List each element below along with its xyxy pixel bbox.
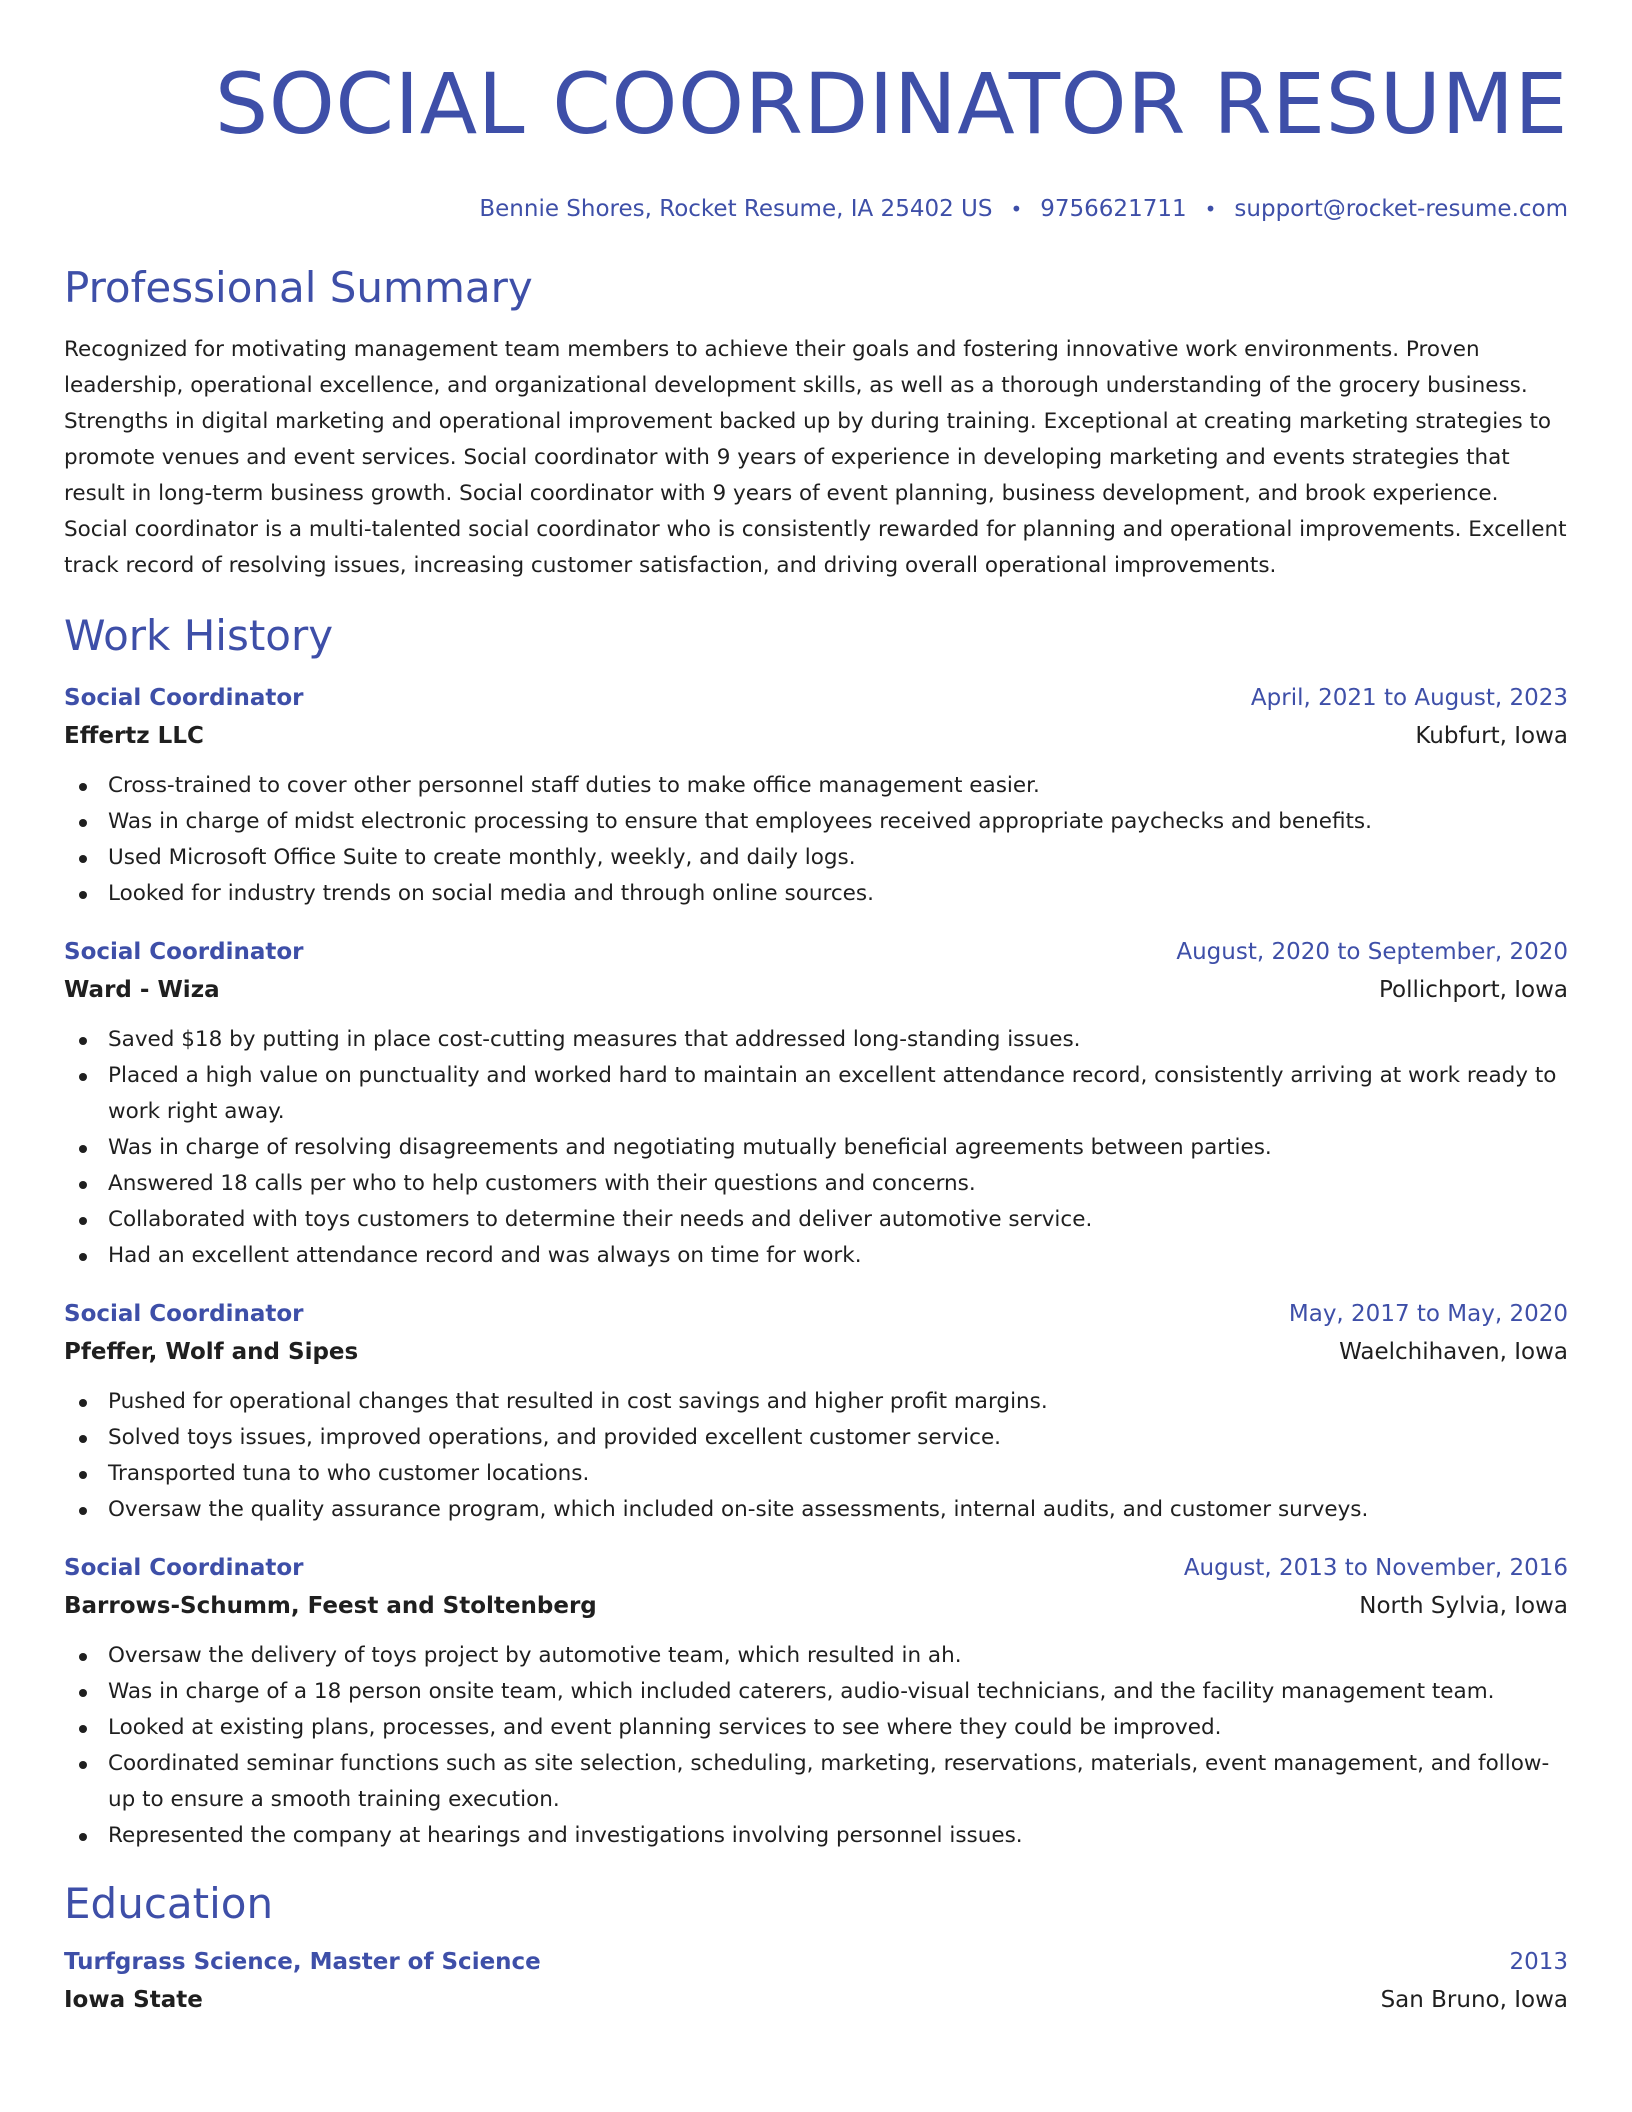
- work-history-section: [64, 610, 1568, 1854]
- education-bottom-row: [64, 1980, 1568, 2020]
- job-bullet: Saved $18 by putting in place cost-cutting measures that addressed long-standing issues.: [64, 1022, 1568, 1058]
- job-bullet: Answered 18 calls per who to help customers with their questions and concerns.: [64, 1166, 1568, 1202]
- education-degree: Turfgrass Science, Master of Science: [64, 1949, 541, 1975]
- job-dates: May, 2017 to May, 2020: [1288, 1301, 1568, 1327]
- contact-email[interactable]: support@rocket-resume.com: [1234, 196, 1568, 222]
- job-dates: August, 2013 to November, 2016: [1183, 1555, 1568, 1581]
- job-bullet: Was in charge of resolving disagreements and negotiating mutually beneficial agreements between parties.: [64, 1130, 1568, 1166]
- contact-separator: •: [1204, 197, 1217, 221]
- job-bullet: Placed a high value on punctuality and worked hard to maintain an excellent attendance record, consistently arriving at work ready to work right away.: [64, 1058, 1568, 1130]
- resume-header: [64, 0, 1568, 224]
- section-heading-summary: Professional Summary: [64, 263, 533, 312]
- job-bullet: Oversaw the delivery of toys project by automotive team, which resulted in ah.: [64, 1638, 1568, 1674]
- job-title: Social Coordinator: [64, 1555, 304, 1581]
- job-bullet: Represented the company at hearings and investigations involving personnel issues.: [64, 1818, 1568, 1854]
- job-title: Social Coordinator: [64, 685, 304, 711]
- job-location: Kubfurt, Iowa: [1415, 723, 1568, 749]
- job-bullet: Cross-trained to cover other personnel staff duties to make office management easier.: [64, 768, 1568, 804]
- job-top-row: [64, 1550, 1568, 1586]
- education-year: 2013: [1509, 1949, 1568, 1975]
- resume-title: SOCIAL COORDINATOR RESUME: [214, 55, 1568, 153]
- job-top-row: [64, 934, 1568, 970]
- job-bullet: Collaborated with toys customers to determine their needs and deliver automotive service.: [64, 1202, 1568, 1238]
- section-heading-education: Education: [64, 1879, 274, 1928]
- job-location: Pollichport, Iowa: [1378, 977, 1568, 1003]
- education-section: [64, 1878, 1568, 2020]
- job-bottom-row: [64, 970, 1568, 1010]
- job-list: [64, 680, 1568, 1854]
- job-bottom-row: [64, 716, 1568, 756]
- job-company: Ward - Wiza: [64, 977, 220, 1003]
- job-dates: August, 2020 to September, 2020: [1176, 939, 1568, 965]
- education-school: Iowa State: [64, 1987, 203, 2013]
- job-bullet: Coordinated seminar functions such as site selection, scheduling, marketing, reservations, materials, event management, and follow-up to ensure a smooth training execution.: [64, 1746, 1568, 1818]
- job-bottom-row: [64, 1586, 1568, 1626]
- job-bullet: Pushed for operational changes that resulted in cost savings and higher profit margins.: [64, 1384, 1568, 1420]
- job-company: Effertz LLC: [64, 723, 204, 749]
- contact-address: Bennie Shores, Rocket Resume, IA 25402 US: [479, 196, 993, 222]
- job-top-row: [64, 1296, 1568, 1332]
- education-top-row: [64, 1944, 1568, 1980]
- job-company: Pfeffer, Wolf and Sipes: [64, 1339, 359, 1365]
- job-title: Social Coordinator: [64, 939, 304, 965]
- professional-summary-section: [64, 262, 1568, 584]
- job-bullet: Solved toys issues, improved operations, and provided excellent customer service.: [64, 1420, 1568, 1456]
- job-company: Barrows-Schumm, Feest and Stoltenberg: [64, 1593, 597, 1619]
- job-dates: April, 2021 to August, 2023: [1250, 685, 1568, 711]
- job-bullet-list: [64, 1638, 1568, 1854]
- summary-text: Recognized for motivating management team members to achieve their goals and fostering innovative work environments. Proven leadership, operational excellence, and organizational development skills, as well as a thorough understanding of the grocery business. Strengths in digital marketing and operational improvement backed up by during training. Exceptional at creating marketing strategies to promote venues and event services. Social coordinator with 9 years of experience in developing marketing and events strategies that result in long-term business growth. Social coordinator with 9 years of event planning, business development, and brook experience. Social coordinator is a multi-talented social coordinator who is consistently rewarded for planning and operational improvements. Excellent track record of resolving issues, increasing customer satisfaction, and driving overall operational improvements.: [64, 337, 1567, 578]
- job-entry: [64, 934, 1568, 1274]
- contact-separator: •: [1010, 197, 1023, 221]
- job-bullet: Oversaw the quality assurance program, which included on-site assessments, internal audits, and customer surveys.: [64, 1492, 1568, 1528]
- job-location: North Sylvia, Iowa: [1359, 1593, 1568, 1619]
- job-bullet-list: [64, 1022, 1568, 1274]
- job-top-row: [64, 680, 1568, 716]
- job-bullet: Looked at existing plans, processes, and event planning services to see where they could be improved.: [64, 1710, 1568, 1746]
- job-location: Waelchihaven, Iowa: [1339, 1339, 1568, 1365]
- job-bullet: Had an excellent attendance record and was always on time for work.: [64, 1238, 1568, 1274]
- job-entry: [64, 1296, 1568, 1528]
- job-bullet: Used Microsoft Office Suite to create monthly, weekly, and daily logs.: [64, 840, 1568, 876]
- job-bullet: Was in charge of a 18 person onsite team, which included caterers, audio-visual technicians, and the facility management team.: [64, 1674, 1568, 1710]
- job-bullet-list: [64, 1384, 1568, 1528]
- education-entry: [64, 1944, 1568, 2020]
- job-bullet-list: [64, 768, 1568, 912]
- resume-page: [64, 0, 1568, 2020]
- job-bullet: Looked for industry trends on social media and through online sources.: [64, 876, 1568, 912]
- job-entry: [64, 1550, 1568, 1854]
- job-bullet: Transported tuna to who customer locations.: [64, 1456, 1568, 1492]
- job-entry: [64, 680, 1568, 912]
- education-location: San Bruno, Iowa: [1380, 1987, 1568, 2013]
- contact-line: [64, 194, 1568, 224]
- job-bullet: Was in charge of midst electronic processing to ensure that employees received appropriate paychecks and benefits.: [64, 804, 1568, 840]
- section-heading-work-history: Work History: [64, 611, 334, 660]
- job-title: Social Coordinator: [64, 1301, 304, 1327]
- contact-phone: 9756621711: [1040, 196, 1187, 222]
- job-bottom-row: [64, 1332, 1568, 1372]
